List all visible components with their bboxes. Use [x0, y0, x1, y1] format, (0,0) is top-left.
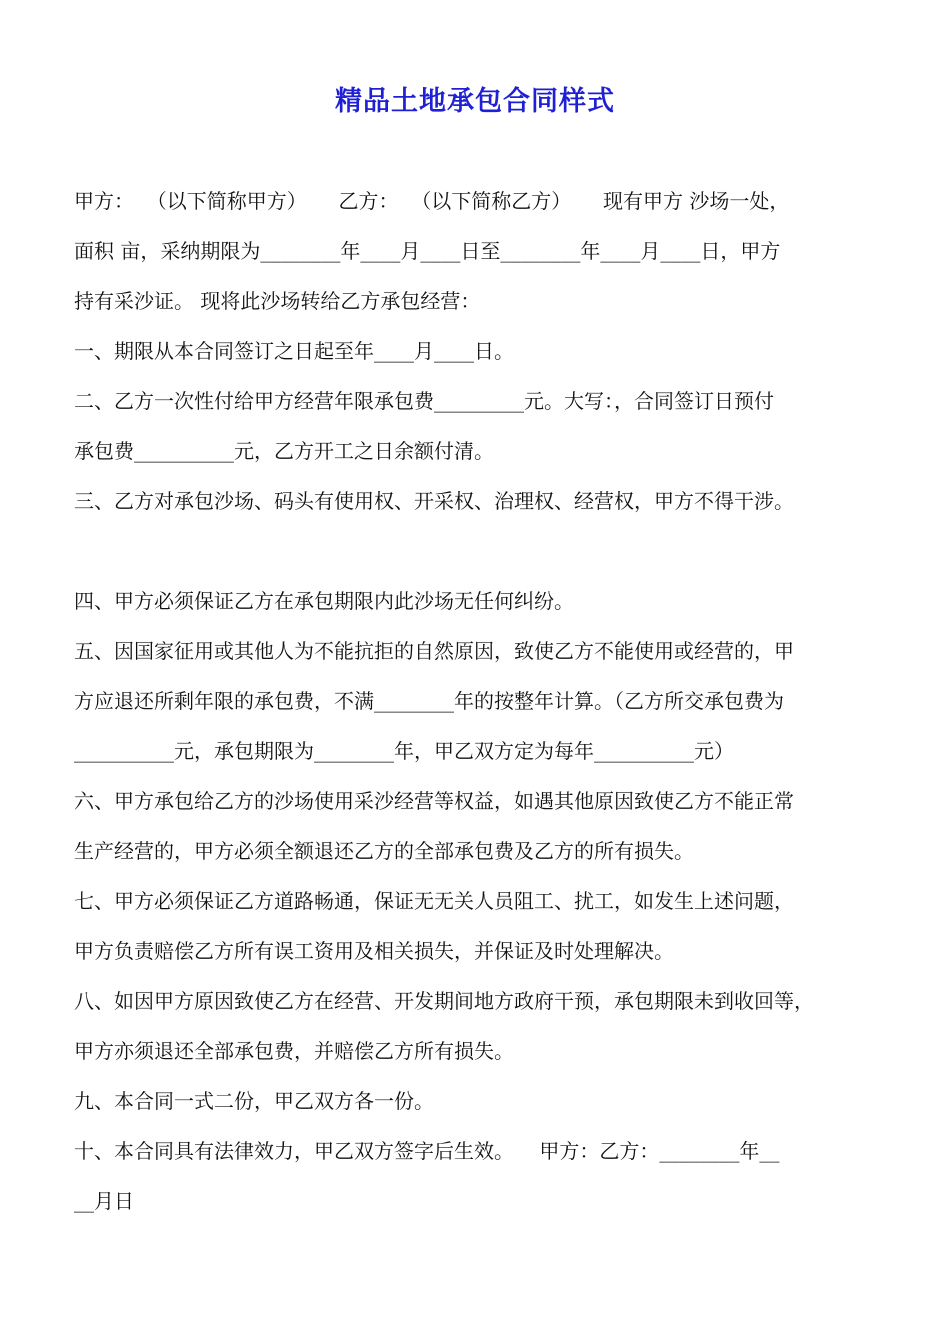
clause-7: 七、甲方必须保证乙方道路畅通，保证无无关人员阻工、扰工，如发生上述问题，	[74, 889, 794, 913]
contract-line-area-term: 面积 亩，采纳期限为________年____月____日至________年____月____日，甲方	[74, 239, 781, 263]
document-title: 精品土地承包合同样式	[335, 86, 615, 117]
clause-6-continued: 生产经营的，甲方必须全额退还乙方的全部承包费及乙方的所有损失。	[74, 839, 694, 863]
clause-5: 五、因国家征用或其他人为不能抗拒的自然原因，致使乙方不能使用或经营的，甲	[74, 639, 794, 663]
signature-date-line: __月日	[74, 1189, 134, 1213]
clause-8-continued: 甲方亦须退还全部承包费，并赔偿乙方所有损失。	[74, 1039, 514, 1063]
clause-6: 六、甲方承包给乙方的沙场使用采沙经营等权益，如遇其他原因致使乙方不能正常	[74, 789, 794, 813]
clause-5-continued-2: __________元，承包期限为________年，甲乙双方定为每年__________元）	[74, 739, 734, 763]
clause-2-continued: 承包费__________元，乙方开工之日余额付清。	[74, 439, 494, 463]
clause-4: 四、甲方必须保证乙方在承包期限内此沙场无任何纠纷。	[74, 589, 574, 613]
clause-7-continued: 甲方负责赔偿乙方所有误工资用及相关损失，并保证及时处理解决。	[74, 939, 674, 963]
clause-3: 三、乙方对承包沙场、码头有使用权、开采权、治理权、经营权，甲方不得干涉。	[74, 489, 794, 513]
clause-5-continued: 方应退还所剩年限的承包费，不满________年的按整年计算。（乙方所交承包费为	[74, 689, 784, 713]
clause-10: 十、本合同具有法律效力，甲乙双方签字后生效。 甲方：乙方：________年__	[74, 1139, 780, 1163]
contract-line-parties: 甲方： （以下简称甲方） 乙方： （以下简称乙方） 现有甲方 沙场一处，	[74, 189, 790, 213]
clause-2: 二、乙方一次性付给甲方经营年限承包费_________元。大写：，合同签订日预付	[74, 389, 774, 413]
clause-9: 九、本合同一式二份，甲乙双方各一份。	[74, 1089, 434, 1113]
clause-1: 一、期限从本合同签订之日起至年____月____日。	[74, 339, 514, 363]
clause-8: 八、如因甲方原因致使乙方在经营、开发期间地方政府干预，承包期限未到收回等，	[74, 989, 814, 1013]
contract-line-license: 持有采沙证。 现将此沙场转给乙方承包经营：	[74, 289, 481, 313]
